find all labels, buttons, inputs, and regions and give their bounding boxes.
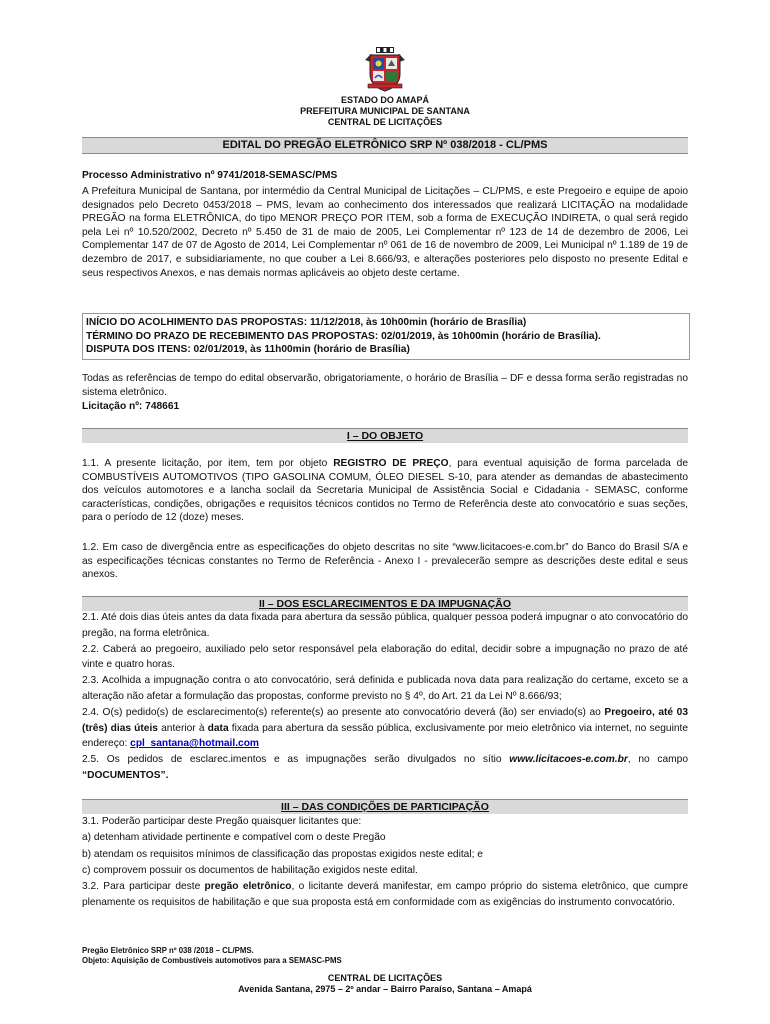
section-2-3: 2.3. Acolhida a impugnação contra o ato convocatório, será definida e publicada nova data para realização do certame, exceto se a alteração não afetar a formulação das propostas, conforme previsto no § 4º, do Art. 21 da Lei Nº 8.666/93; — [82, 675, 688, 702]
section-3-b: b) atendam os requisitos mínimos de classificação das propostas exigidos neste edital; e — [82, 848, 483, 860]
edital-title: EDITAL DO PREGÃO ELETRÔNICO SRP Nº 038/2018 - CL/PMS — [82, 137, 688, 154]
section-3-c: c) comprovem possuir os documentos de habilitação exigidos neste edital. — [82, 864, 418, 876]
section-2-1: 2.1. Até dois dias úteis antes da data fixada para abertura da sessão pública, qualquer pessoa poderá impugnar o ato convocatório do pregão, na forma eletrônica. — [82, 612, 688, 639]
time-note: Todas as referências de tempo do edital observarão, obrigatoriamente, o horário de Brasília – DF e dessa forma serão registradas no sistema eletrônico. — [82, 373, 688, 398]
schedule-start: INÍCIO DO ACOLHIMENTO DAS PROPOSTAS: 11/12/2018, às 10h00min (horário de Brasília) — [86, 317, 527, 328]
section-1-title: I – DO OBJETO — [82, 428, 688, 443]
section-3-title: III – DAS CONDIÇÕES DE PARTICIPAÇÃO — [82, 799, 688, 814]
email-link[interactable]: cpl_santana@hotmail.com — [130, 738, 259, 750]
schedule-dispute: DISPUTA DOS ITENS: 02/01/2019, às 11h00min (horário de Brasília) — [86, 344, 410, 356]
header-state: ESTADO DO AMAPÁ — [340, 95, 429, 105]
site-link[interactable]: www.licitacoes-e.com.br — [509, 754, 628, 766]
municipal-crest-icon — [362, 46, 408, 92]
header-office: CENTRAL DE LICITAÇÕES — [327, 117, 443, 127]
section-2-5: 2.5. Os pedidos de esclarec.imentos e as impugnações serão divulgados no sítio www.licitacoes-e.com.br, no campo “DOCUMENTOS”. — [82, 754, 688, 781]
section-3-1: 3.1. Poderão participar deste Pregão quaisquer licitantes que: — [82, 816, 362, 827]
intro-paragraph: A Prefeitura Municipal de Santana, por intermédio da Central Municipal de Licitações – CL/PMS, e este Pregoeiro e equipe de apoio designados pelo Decreto 0453/2018 – PMS, levam ao conhecimento dos interessados que realizará LICITAÇÃO na modalidade PREGÃO na forma ELETRÔNICA, do tipo MENOR PREÇO POR ITEM, sob a forma de EXECUÇÃO INDIRETA, o qual será regido pela Lei nº 10.520/2002, Decreto nº 5.450 de 31 de maio de 2005, Lei Complementar nº 123 de 14 de dezembro de 2006, Lei Complementar 147 de 07 de Agosto de 2014, Lei Complementar nº 061 de 16 de novembro de 2009, Lei Municipal nº 1.189 de 19 de dezembro de 2017, e subsidiariamente, no que couber a Lei 8.666/93, e alterações posteriores pelo disposto no presente Edital e seus respectivos Anexos, e nas demais normas aplicáveis ao objeto deste certame. — [82, 186, 688, 279]
section-2-2: 2.2. Caberá ao pregoeiro, auxiliado pelo setor responsável pela elaboração do edital, decidir sobre a impugnação no prazo de até vinte e quatro horas. — [82, 643, 688, 671]
schedule-box — [82, 313, 690, 360]
footer-pregao: Pregão Eletrônico SRP nº 038 /2018 – CL/PMS. — [82, 946, 254, 955]
section-3-2: 3.2. Para participar deste pregão eletrônico, o licitante deverá manifestar, em campo próprio do sistema eletrônico, que cumpre plenamente os requisitos de habilitação e que sua proposta está em conformidade com as exigências do instrumento convocatório. — [82, 881, 688, 909]
section-3-body — [82, 814, 688, 912]
footer-office: CENTRAL DE LICITAÇÕES — [327, 973, 443, 983]
licitacao-number: Licitação nº: 748661 — [82, 401, 180, 412]
header-prefecture: PREFEITURA MUNICIPAL DE SANTANA — [300, 106, 470, 116]
section-2-body — [82, 610, 688, 784]
section-1-1: 1.1. A presente licitação, por item, tem por objeto REGISTRO DE PREÇO, para eventual aquisição de forma parcelada de COMBUSTÍVEIS AUTOMOTIVOS (TIPO GASOLINA COMUM, ÓLEO DIESEL S-10, para atender as demandas de abastecimento dos veículos automotores e a lancha soclail da Secretaria Municipal de Assistência Social e Cidadania - SEMASC, conforme características, condições, obrigações e requisitos técnicos contidos no Termo de Referência deste ato convocatório e suas seções, para o período de 12 (doze) meses. — [82, 458, 689, 524]
schedule-end: TÉRMINO DO PRAZO DE RECEBIMENTO DAS PROPOSTAS: 02/01/2019, às 10h00min (horário de Brasília). — [86, 330, 601, 342]
footer-address: Avenida Santana, 2975 – 2º andar – Bairro Paraíso, Santana – Amapá — [238, 984, 532, 994]
section-2-4: 2.4. O(s) pedido(s) de esclarecimento(s) referente(s) ao presente ato convocatório deverá (ão) ser enviado(s) ao Pregoeiro, até 03 (três) dias úteis anterior à data fixada para abertura da sessão pública, exclusivamente por meio eletrônico via internet, no seguinte endereço: cpl_santana@hotmail.com — [82, 706, 688, 750]
section-2-title: II – DOS ESCLARECIMENTOS E DA IMPUGNAÇÃO — [82, 596, 688, 611]
footer-object: Objeto: Aquisição de Combustíveis automotivos para a SEMASC-PMS — [82, 956, 342, 965]
section-3-a: a) detenham atividade pertinente e compatível com o deste Pregão — [82, 832, 386, 844]
process-number: Processo Administrativo nº 9741/2018-SEMASC/PMS — [82, 170, 338, 181]
section-1-2: 1.2. Em caso de divergência entre as especificações do objeto descritas no site “www.licitacoes-e.com.br” do Banco do Brasil S/A e as especificações técnicas constantes no Termo de Referência - Anexo I - prevalecerão sempre as descrições deste edital e seus anexos. — [82, 542, 688, 581]
